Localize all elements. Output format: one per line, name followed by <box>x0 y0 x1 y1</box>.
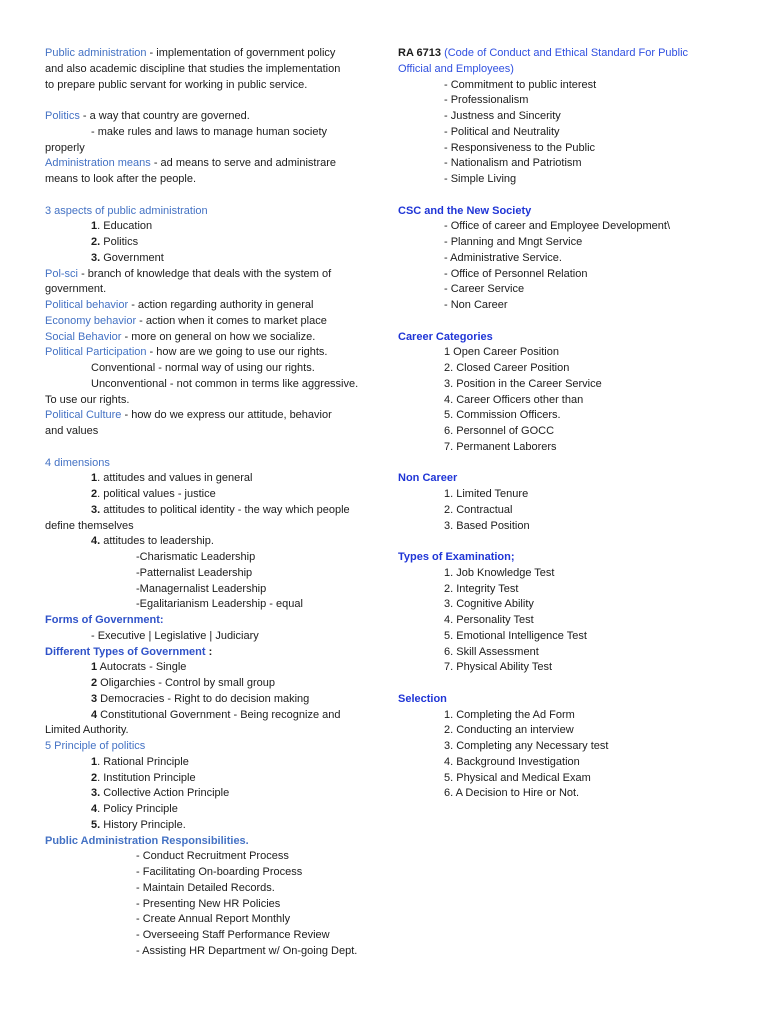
ra-item: - Commitment to public interest <box>444 78 597 91</box>
career-item: 4. Career Officers other than <box>444 393 584 406</box>
selection-item: 5. Physical and Medical Exam <box>444 771 591 784</box>
csc-heading: CSC and the New Society <box>398 204 532 217</box>
dimension-item-cont: define themselves <box>45 519 134 532</box>
gov-type-item-cont: Limited Authority. <box>45 724 129 737</box>
career-item: 5. Commission Officers. <box>444 409 561 422</box>
principle-item: 4. Policy Principle <box>91 803 178 815</box>
csc-item: - Office of career and Employee Development\ <box>444 220 671 233</box>
ra-desc: (Code of Conduct and Ethical Standard For Public <box>441 47 689 59</box>
gov-type-item: 4 Constitutional Government - Being recognize and <box>91 708 341 721</box>
responsibility-item: - Maintain Detailed Records. <box>136 881 275 894</box>
political-participation-line: Political Participation - how are we going to use our rights. <box>45 346 328 359</box>
spacer <box>398 534 718 550</box>
right-column <box>398 46 718 802</box>
ra-item: - Nationalism and Patriotism <box>444 157 582 170</box>
exam-item: 2. Integrity Test <box>444 582 519 595</box>
exam-item: 5. Emotional Intelligence Test <box>444 629 587 642</box>
dimension-item: 1. attitudes and values in general <box>91 472 253 485</box>
exam-item: 1. Job Knowledge Test <box>444 566 555 579</box>
ra-heading-line <box>398 46 718 62</box>
spacer <box>45 93 375 109</box>
economy-behavior-line: Economy behavior - action when it comes to market place <box>45 314 327 327</box>
ra-item: - Simple Living <box>444 173 517 185</box>
left-column <box>45 46 375 960</box>
dimensions-heading: 4 dimensions <box>45 456 110 469</box>
principle-item: 3. Collective Action Principle <box>91 787 230 800</box>
economy-behavior-term: Economy behavior <box>45 314 137 327</box>
csc-item: - Planning and Mngt Service <box>444 236 583 248</box>
pa-definition-line <box>45 46 375 62</box>
principle-item: 2. Institution Principle <box>91 771 196 784</box>
forms-line: - Executive | Legislative | Judiciary <box>91 629 259 642</box>
politics-def-line: properly <box>45 141 85 154</box>
spacer <box>398 314 718 330</box>
admin-def-line: means to look after the people. <box>45 173 197 185</box>
principles-heading: 5 Principle of politics <box>45 740 146 752</box>
selection-heading: Selection <box>398 692 447 705</box>
leadership-item: -Egalitarianism Leadership - equal <box>136 598 303 611</box>
leadership-item: -Patternalist Leadership <box>136 566 253 579</box>
ra-desc-line: Official and Employees) <box>398 62 514 75</box>
political-participation-term: Political Participation <box>45 346 147 359</box>
political-behavior-term: Political behavior <box>45 299 129 311</box>
spacer <box>45 440 375 456</box>
selection-item: 4. Background Investigation <box>444 755 580 768</box>
exam-item: 3. Cognitive Ability <box>444 598 534 611</box>
dimension-item: 2. political values - justice <box>91 488 216 500</box>
responsibility-item: - Overseeing Staff Performance Review <box>136 929 330 941</box>
exam-item: 6. Skill Assessment <box>444 645 539 658</box>
gov-type-item: 2 Oligarchies - Control by small group <box>91 677 276 689</box>
gov-type-item: 3 Democracies - Right to do decision making <box>91 692 310 705</box>
csc-item: - Non Career <box>444 299 508 311</box>
csc-item: - Administrative Service. <box>444 251 562 264</box>
conventional-line: Conventional - normal way of using our rights. <box>91 362 315 374</box>
political-culture-line: Political Culture - how do we express our attitude, behavior <box>45 409 332 422</box>
career-item: 7. Permanent Laborers <box>444 440 557 453</box>
polsci-term: Pol-sci <box>45 267 79 280</box>
forms-heading: Forms of Government: <box>45 614 164 626</box>
pa-term: Public administration <box>45 47 147 59</box>
noncareer-item: 2. Contractual <box>444 503 513 516</box>
social-behavior-line: Social Behavior - more on general on how we socialize. <box>45 330 316 343</box>
spacer <box>45 188 375 204</box>
aspect-item: 3. Government <box>91 251 164 264</box>
admin-definition-line <box>45 156 375 172</box>
politics-definition-line <box>45 109 375 125</box>
responsibility-item: - Conduct Recruitment Process <box>136 850 289 863</box>
types-heading: Different Types of Government <box>45 645 206 658</box>
pa-def-line: and also academic discipline that studies the implementation <box>45 62 341 75</box>
ra-item: - Justness and Sincerity <box>444 110 561 122</box>
selection-item: 6. A Decision to Hire or Not. <box>444 787 580 800</box>
csc-item: - Career Service <box>444 283 525 296</box>
polsci-definition-line: Pol-sci - branch of knowledge that deals with the system of <box>45 267 332 280</box>
ra-item: - Political and Neutrality <box>444 125 560 138</box>
unconventional-line: To use our rights. <box>45 393 130 406</box>
career-item: 3. Position in the Career Service <box>444 377 602 390</box>
ra-item: - Responsiveness to the Public <box>444 141 596 154</box>
selection-item: 3. Completing any Necessary test <box>444 740 609 752</box>
responsibility-item: - Facilitating On-boarding Process <box>136 866 303 878</box>
types-heading-line: Different Types of Government : <box>45 645 213 658</box>
pa-def-line: to prepare public servant for working in public service. <box>45 78 308 91</box>
noncareer-item: 1. Limited Tenure <box>444 488 529 500</box>
principle-item: 5. History Principle. <box>91 818 186 831</box>
admin-def: - ad means to serve and administrare <box>150 157 337 170</box>
exam-item: 4. Personality Test <box>444 614 534 626</box>
selection-item: 2. Conducting an interview <box>444 724 574 737</box>
political-culture-term: Political Culture <box>45 409 122 422</box>
exam-heading: Types of Examination; <box>398 551 515 563</box>
leadership-item: -Charismatic Leadership <box>136 551 256 563</box>
political-culture-def-line: and values <box>45 425 99 437</box>
spacer <box>398 676 718 692</box>
politics-term: Politics <box>45 110 80 122</box>
aspects-heading: 3 aspects of public administration <box>45 204 208 217</box>
ra-item: - Professionalism <box>444 94 529 107</box>
responsibility-item: - Presenting New HR Policies <box>136 897 281 910</box>
spacer <box>398 188 718 204</box>
politics-def: - a way that country are governed. <box>79 110 250 122</box>
gov-type-item: 1 Autocrats - Single <box>91 661 187 674</box>
aspect-item: 2. Politics <box>91 236 139 248</box>
politics-def-line: - make rules and laws to manage human society <box>91 125 328 138</box>
responsibilities-heading: Public Administration Responsibilities. <box>45 834 249 847</box>
exam-item: 7. Physical Ability Test <box>444 661 553 674</box>
unconventional-line: Unconventional - not common in terms like aggressive. <box>91 377 359 390</box>
responsibility-item: - Create Annual Report Monthly <box>136 913 291 926</box>
social-behavior-term: Social Behavior <box>45 330 122 343</box>
csc-item: - Office of Personnel Relation <box>444 267 588 280</box>
aspect-item: 1. Education <box>91 220 153 233</box>
admin-term: Administration means <box>45 157 151 170</box>
noncareer-item: 3. Based Position <box>444 519 530 532</box>
pa-def: - implementation of government policy <box>146 47 336 59</box>
ra-label: RA 6713 <box>398 47 442 59</box>
dimension-item: 4. attitudes to leadership. <box>91 535 214 548</box>
polsci-def-line: government. <box>45 283 107 296</box>
career-item: 1 Open Career Position <box>444 346 559 359</box>
selection-item: 1. Completing the Ad Form <box>444 708 575 721</box>
noncareer-heading: Non Career <box>398 472 458 485</box>
leadership-item: -Managernalist Leadership <box>136 582 267 595</box>
career-heading: Career Categories <box>398 330 493 343</box>
dimension-item: 3. attitudes to political identity - the way which people <box>91 503 350 516</box>
spacer <box>398 456 718 472</box>
political-behavior-line: Political behavior - action regarding authority in general <box>45 299 314 311</box>
career-item: 6. Personnel of GOCC <box>444 425 555 437</box>
career-item: 2. Closed Career Position <box>444 362 570 374</box>
principle-item: 1. Rational Principle <box>91 755 189 768</box>
responsibility-item: - Assisting HR Department w/ On-going Dept. <box>136 944 358 957</box>
